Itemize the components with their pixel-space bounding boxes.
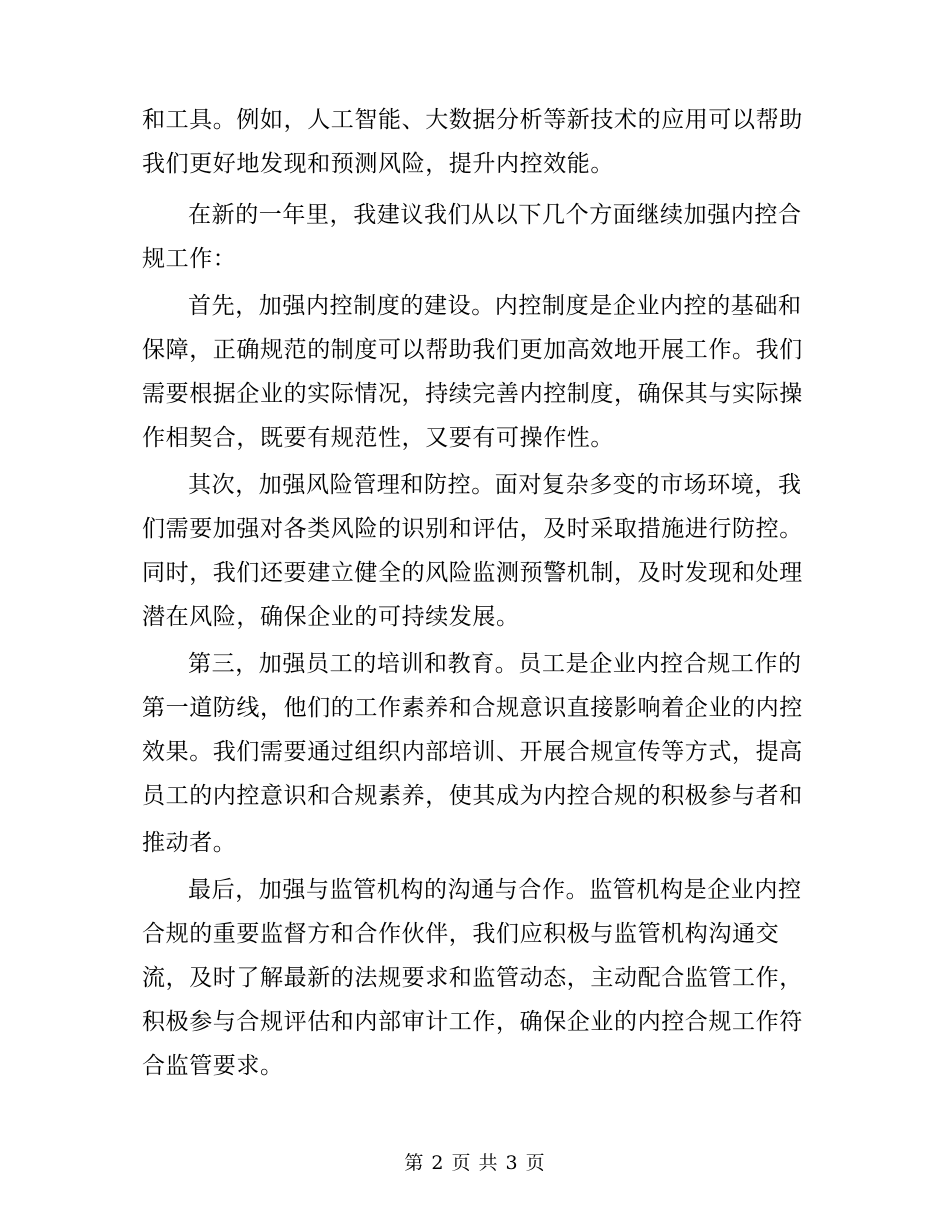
paragraph-first-line: 在新的一年里，我建议我们从以下几个方面继续加强内控合 <box>188 202 802 228</box>
text-line: 需要根据企业的实际情况，持续完善内控制度，确保其与实际操 <box>142 381 803 407</box>
page-number-footer: 第 2 页 共 3 页 <box>404 1152 546 1174</box>
text-line: 效果。我们需要通过组织内部培训、开展合规宣传等方式，提高 <box>142 739 803 765</box>
paragraph-first-line: 其次，加强风险管理和防控。面对复杂多变的市场环境，我 <box>188 472 802 498</box>
paragraph-first-line: 最后，加强与监管机构的沟通与合作。监管机构是企业内控 <box>188 877 802 903</box>
paragraph-first-line: 第三，加强员工的培训和教育。员工是企业内控合规工作的 <box>188 651 802 677</box>
text-line: 推动者。 <box>142 830 237 856</box>
text-line: 作相契合，既要有规范性，又要有可操作性。 <box>142 425 614 451</box>
text-line: 同时，我们还要建立健全的风险监测预警机制，及时发现和处理 <box>142 560 803 586</box>
text-line: 流，及时了解最新的法规要求和监管动态，主动配合监管工作， <box>142 965 803 991</box>
text-line: 第一道防线，他们的工作素养和合规意识直接影响着企业的内控 <box>142 695 803 721</box>
text-line: 保障，正确规范的制度可以帮助我们更加高效地开展工作。我们 <box>142 337 803 363</box>
text-line: 积极参与合规评估和内部审计工作，确保企业的内控合规工作符 <box>142 1009 803 1035</box>
text-line: 合规的重要监督方和合作伙伴，我们应积极与监管机构沟通交 <box>142 921 780 947</box>
text-line: 们需要加强对各类风险的识别和评估，及时采取措施进行防控。 <box>142 516 803 542</box>
text-line: 潜在风险，确保企业的可持续发展。 <box>142 604 520 630</box>
paragraph-first-line: 首先，加强内控制度的建设。内控制度是企业内控的基础和 <box>188 293 802 319</box>
text-line: 我们更好地发现和预测风险，提升内控效能。 <box>142 151 614 177</box>
text-line: 规工作： <box>142 246 237 272</box>
text-line: 员工的内控意识和合规素养，使其成为内控合规的积极参与者和 <box>142 783 803 809</box>
text-line: 合监管要求。 <box>142 1053 284 1079</box>
text-line: 和工具。例如，人工智能、大数据分析等新技术的应用可以帮助 <box>142 107 803 133</box>
